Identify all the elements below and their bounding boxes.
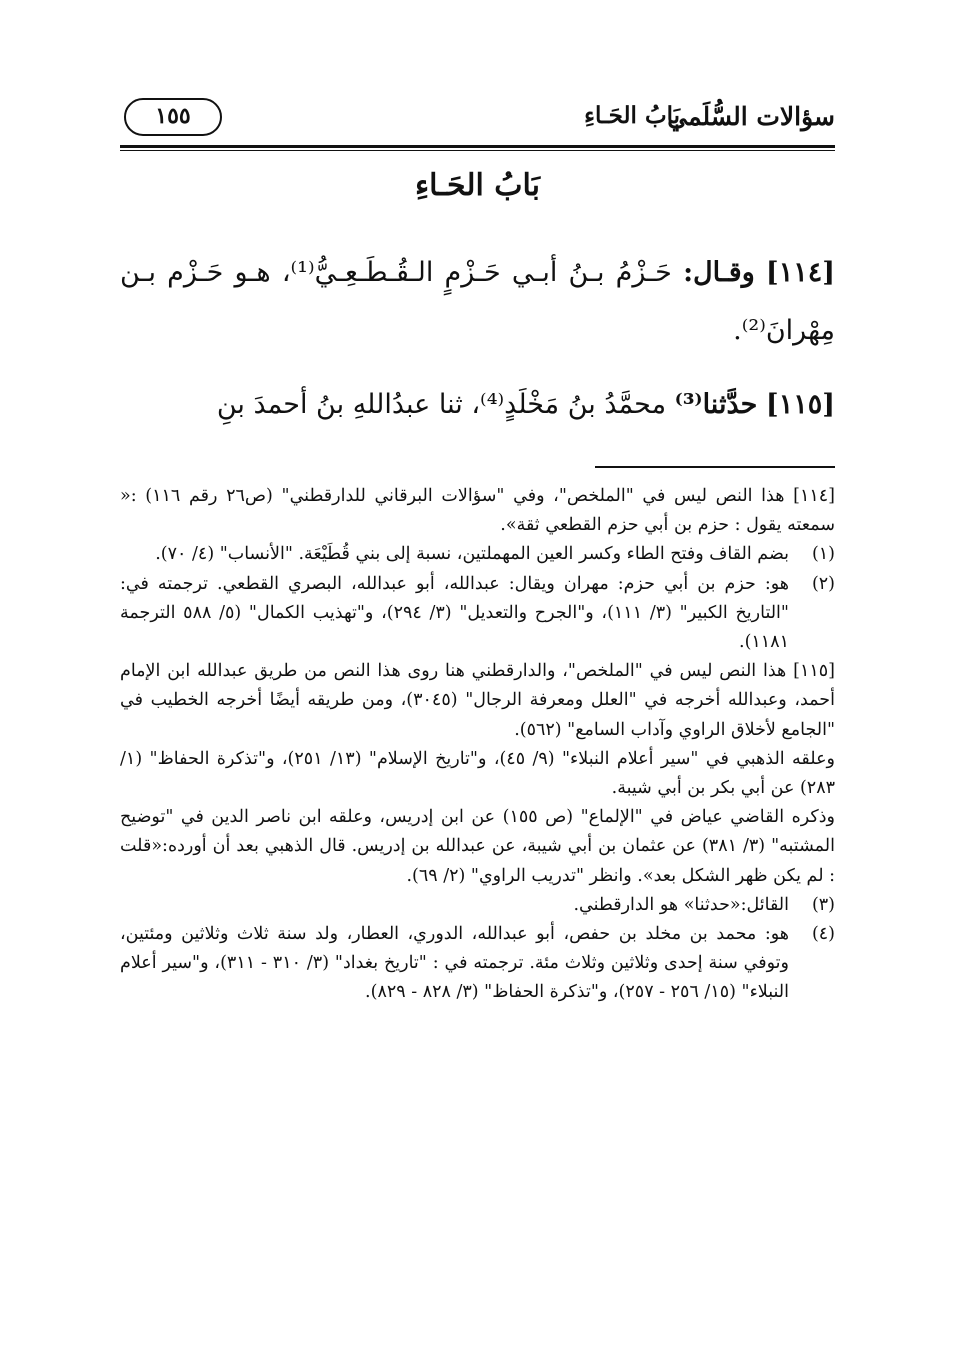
footnote-115 — [120, 657, 835, 891]
entry-text: حَـزْمُ بـنُ أبـي حَـزْمٍ الـقُـطَـعِـيُّ⁽¹⁾، هـو حَـزْم بـن مِهْرانَ⁽²⁾. — [120, 257, 835, 346]
page-header — [120, 92, 835, 144]
footnote-paragraph: هذا النص ليس في "الملخص"، والدارقطني هنا روى هذا النص من طريق عبدالله ابن الإمام أحمد، وعبدالله أخرجه في "العلل ومعرفة الرجال" (٣٠٤٥)، ومن طريقه أيضًا أخرجه الخطيب في "الجامع لأخلاق الراوي وآداب السامع" (٥٦٢). — [120, 661, 835, 740]
footnote-3 — [120, 891, 835, 920]
entry-number: [١١٤] — [765, 257, 835, 288]
footnote-paragraph: هو: حزم بن أبي حزم: مهران ويقال: عبدالله، أبو عبدالله، البصري القطعي. ترجمته في: "التاريخ الكبير" (٣/ ١١١)، و"الجرح والتعديل" (٣/ ٢٩٤)، و"تهذيب الكمال" (٥/ ٥٨٨ الترجمة ١١٨١). — [120, 573, 789, 653]
footnote-label: [١١٤] — [793, 486, 835, 506]
footnote-label: (٣) — [811, 894, 835, 915]
entry-text: محمَّدُ بنُ مَخْلَدٍ⁽⁴⁾، ثنا عبدُاللهِ بنُ أحمدَ بنِ — [216, 389, 667, 420]
footnote-text — [120, 482, 835, 540]
footnote-separator — [595, 466, 835, 468]
footnote-114 — [120, 482, 835, 540]
footnotes — [120, 482, 835, 1008]
footnote-label: (٤) — [811, 924, 835, 945]
header-rule-thin — [120, 150, 835, 151]
entry-115 — [120, 376, 835, 434]
entry-lead: وقـال: — [683, 257, 755, 288]
running-chapter-title: بَابُ الحَـاءِ — [584, 102, 680, 129]
footnote-label: (٢) — [811, 573, 835, 594]
footnote-paragraph: القائل:«حدثنا» هو الدارقطني. — [573, 894, 789, 915]
footnote-2 — [120, 570, 835, 658]
footnote-1 — [120, 540, 835, 569]
footnote-text — [120, 657, 835, 891]
footnote-paragraph: هذا النص ليس في "الملخص"، وفي "سؤالات البرقاني للدارقطني" (ص٢٦ رقم ١١٦) :« سمعته يقول : حزم بن أبي حزم القطعي ثقة». — [120, 486, 835, 536]
entry-lead: حدَّثنا⁽³⁾ — [674, 389, 758, 420]
footnote-paragraph: بضم القاف وفتح الطاء وكسر العين المهملتين، نسبة إلى بني قُطَيْعَة. "الأنساب" (٤/ ٧٠). — [155, 544, 789, 565]
header-rule — [120, 145, 835, 148]
footnote-4 — [120, 920, 835, 1008]
chapter-title: بَابُ الحَـاءِ — [414, 168, 541, 203]
footnote-label: (١) — [811, 544, 835, 565]
footnote-paragraph: هو: محمد بن مخلد بن حفص، أبو عبدالله، الدوري، العطار، ولد سنة ثلاث وثلاثين ومئتين، وتوفي سنة إحدى وثلاثين وثلاث مئة. ترجمته في : "تاريخ بغداد" (٣/ ٣١٠ - ٣١١)، و"سير أعلام النبلاء" (١٥/ ٢٥٦ - ٢٥٧)، و"تذكرة الحفاظ" (٣/ ٨٢٨ - ٨٢٩). — [120, 924, 789, 1003]
entry-number: [١١٥] — [765, 389, 835, 420]
entry-114 — [120, 244, 835, 360]
book-title: سؤالات السُّلَمي — [667, 102, 835, 131]
footnote-first-paragraph — [120, 657, 835, 745]
footnote-label: [١١٥] — [793, 661, 835, 682]
footnote-paragraph: وذكره القاضي عياض في "الإلماع" (ص ١٥٥) عن ابن إدريس، وعلقه ابن ناصر الدين في "توضيح المشتبه" (٣/ ٣٨١) عن عثمان بن أبي شيبة، عن عبدالله بن إدريس. قال الذهبي بعد أن أورده:«قلت : لم يكن ظهر الشكل بعد». وانظر "تدريب الراوي" (٢/ ٦٩). — [120, 807, 835, 886]
page-number: ١٥٥ — [124, 98, 222, 136]
footnote-paragraph: وعلقه الذهبي في "سير أعلام النبلاء" (٩/ ٤٥)، و"تاريخ الإسلام" (١٣/ ٢٥١)، و"تذكرة الحفاظ" (١/ ٢٨٣) عن أبي بكر بن أبي شيبة. — [120, 748, 835, 799]
